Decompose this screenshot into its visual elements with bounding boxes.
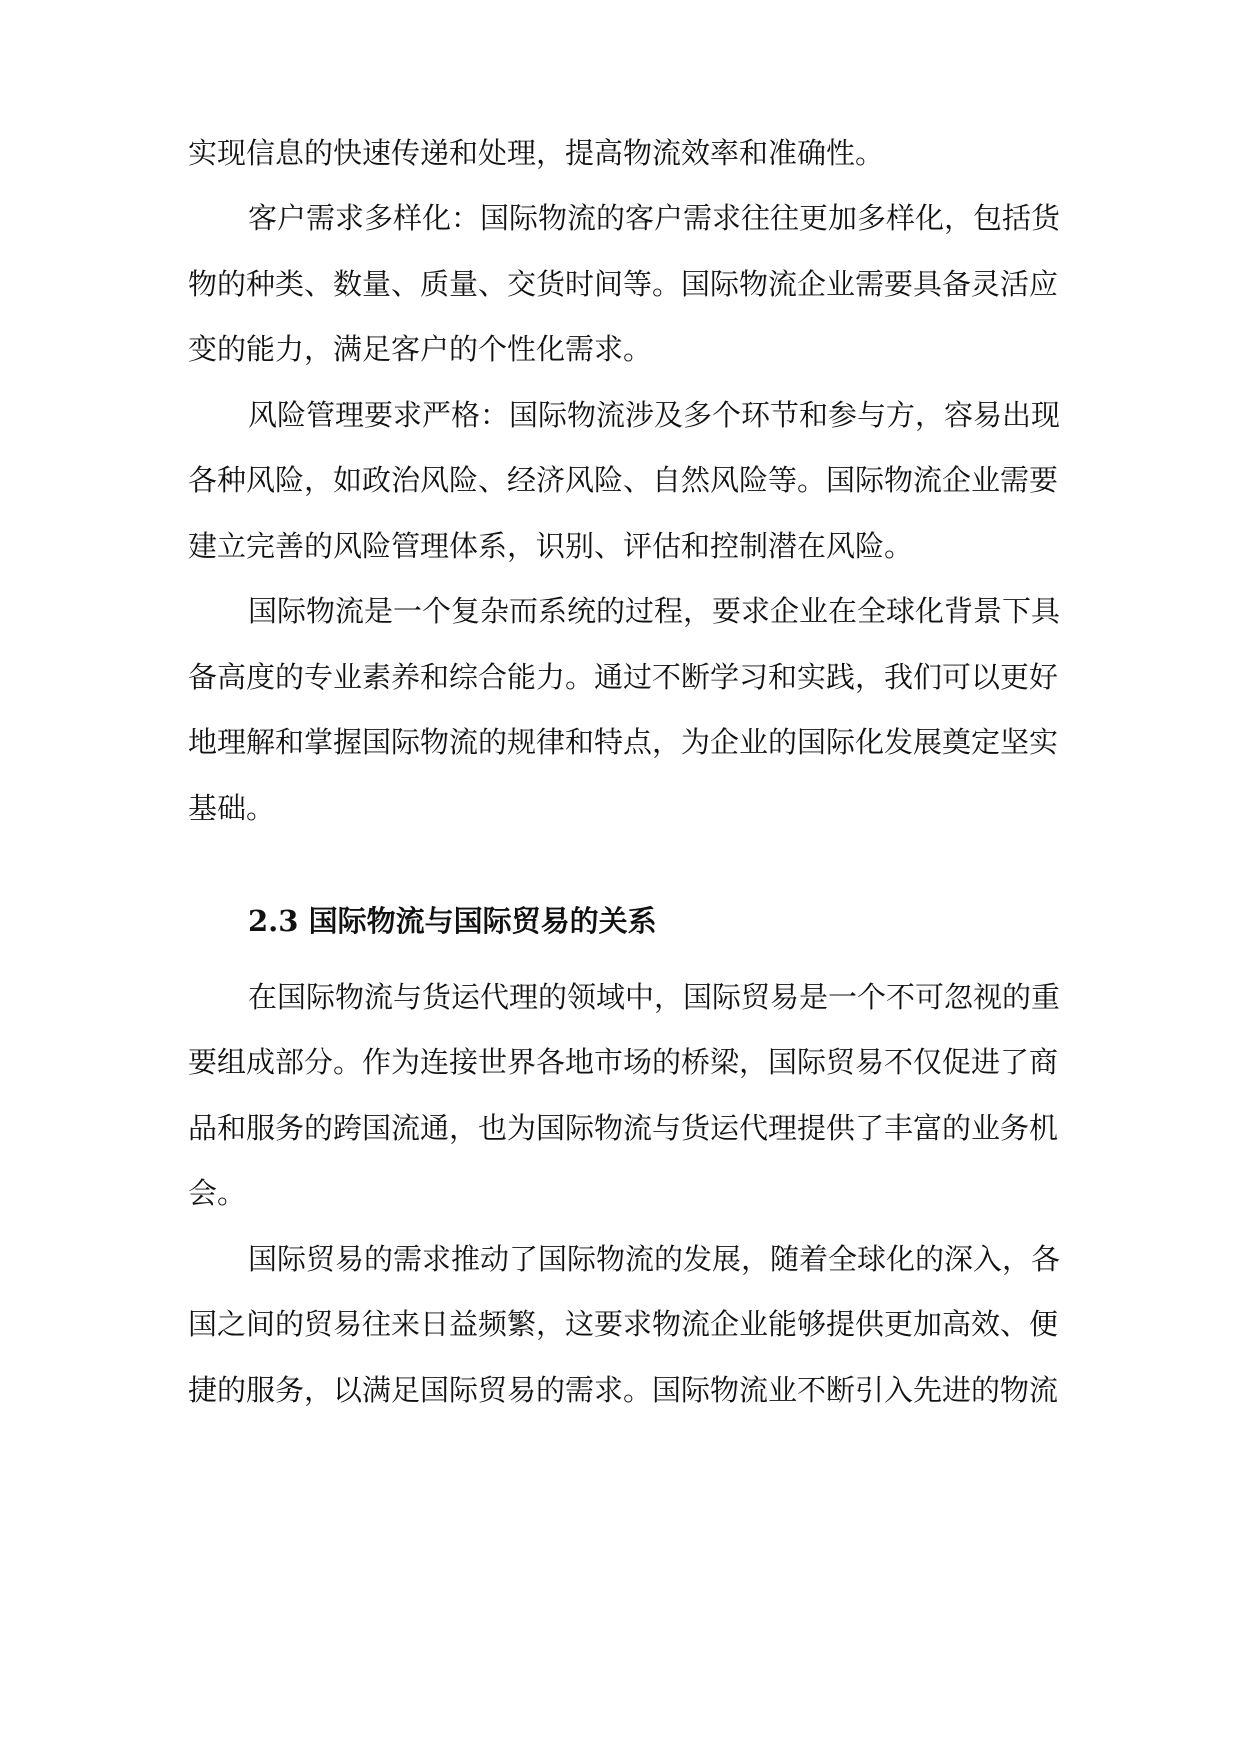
paragraph-line: 会。	[188, 1176, 247, 1210]
paragraph-line: 捷的服务，以满足国际贸易的需求。国际物流业不断引入先进的物流	[188, 1373, 1059, 1407]
paragraph-line: 建立完善的风险管理体系，识别、评估和控制潜在风险。	[188, 529, 914, 563]
section-heading	[248, 903, 657, 939]
section-title: 国际物流与国际贸易的关系	[308, 904, 657, 938]
paragraph-line: 物的种类、数量、质量、交货时间等。国际物流企业需要具备灵活应	[188, 267, 1059, 301]
paragraph-line: 变的能力，满足客户的个性化需求。	[188, 332, 653, 366]
paragraph-line: 国际贸易的需求推动了国际物流的发展，随着全球化的深入，各	[248, 1242, 1061, 1276]
paragraph-line: 各种风险，如政治风险、经济风险、自然风险等。国际物流企业需要	[188, 463, 1059, 497]
paragraph-line: 实现信息的快速传递和处理，提高物流效率和准确性。	[188, 136, 885, 170]
paragraph-line: 基础。	[188, 791, 276, 825]
paragraph-line: 客户需求多样化：国际物流的客户需求往往更加多样化，包括货	[248, 201, 1061, 235]
paragraph-line: 国之间的贸易往来日益频繁，这要求物流企业能够提供更加高效、便	[188, 1307, 1059, 1341]
section-number: 2.3	[248, 904, 299, 938]
paragraph-line: 要组成部分。作为连接世界各地市场的桥梁，国际贸易不仅促进了商	[188, 1045, 1059, 1079]
paragraph-line: 风险管理要求严格：国际物流涉及多个环节和参与方，容易出现	[248, 398, 1061, 432]
paragraph-line: 国际物流是一个复杂而系统的过程，要求企业在全球化背景下具	[248, 594, 1061, 628]
paragraph-line: 在国际物流与货运代理的领域中，国际贸易是一个不可忽视的重	[248, 980, 1061, 1014]
paragraph-line: 品和服务的跨国流通，也为国际物流与货运代理提供了丰富的业务机	[188, 1111, 1059, 1145]
paragraph-line: 地理解和掌握国际物流的规律和特点，为企业的国际化发展奠定坚实	[188, 725, 1059, 759]
paragraph-line: 备高度的专业素养和综合能力。通过不断学习和实践，我们可以更好	[188, 660, 1059, 694]
